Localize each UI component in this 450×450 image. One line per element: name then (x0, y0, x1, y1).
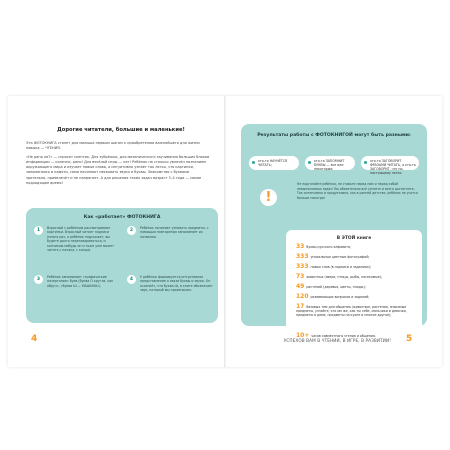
results-box (241, 124, 427, 339)
stat-number: 17 (296, 303, 305, 310)
result-pill-text: кто-то НАЧНЁТСЯ ЧИТАТЬ; (258, 159, 288, 167)
stat-item (296, 295, 418, 299)
stat-number: 333 (296, 263, 309, 270)
exclamation-icon: ! (265, 190, 272, 205)
page-number: 4 (31, 334, 38, 344)
greeting-heading: Дорогие читатели, большие и маленькие! (57, 127, 185, 133)
result-pill (305, 156, 355, 170)
advice-text: Не подгоняйте ребёнка, не ставьте перед ним и перед собой невыполнимых задач! Вы обязательно всё успеете и всего достигнете. Так интенсивно и продуктивно, как в ранней детстве, ребёнок не учится больше никогда! (297, 182, 418, 200)
right-page (225, 96, 442, 367)
result-pill (361, 156, 419, 175)
intro-text (26, 141, 210, 190)
how-it-works-title: Как «работает» ФОТОКНИГА (83, 215, 161, 220)
stat-number: 73 (296, 273, 305, 280)
dot-icon (308, 161, 311, 164)
how-it-works-box (26, 208, 218, 323)
stat-text: уникальные цветные фотографий; (310, 255, 370, 259)
in-book-box (286, 230, 422, 349)
step-number: 2 (127, 226, 136, 235)
stat-text: базовых тем для общения (животные, растения, знакомые предметы, узнайте, кто им же, как ты себе, мальчики и девочки, предметы в доме, предметы на кухне и многое другое); (296, 305, 407, 318)
stat-text: буквы русского алфавита; (306, 245, 351, 249)
stat-number: 49 (296, 283, 305, 290)
stat-item (296, 275, 418, 279)
dot-icon (364, 161, 367, 164)
stat-text: животных (звери, птицы, рыбы, насекомые); (306, 275, 382, 279)
stat-number: 333 (296, 253, 309, 260)
stat-item (296, 285, 418, 289)
stat-item (296, 305, 418, 318)
dot-icon (252, 161, 255, 164)
stat-number: 33 (296, 243, 305, 250)
closing-line: УСПЕХОВ ВАМ В ЧТЕНИИ, В ИГРЕ, В РАЗВИТИИ! (283, 338, 391, 343)
step-item (127, 275, 214, 293)
stat-item (296, 245, 418, 249)
result-pill-text: кто-то ЗАГОВОРИТ ФРАЗАМИ ЧИТАТЬ, а кто-то ЗАГОВОРИТ, что по-настоящему легко. (370, 159, 416, 175)
stat-text: новых слов (в подписи и заданиях); (310, 265, 372, 269)
stat-item (296, 265, 418, 269)
in-book-title: В ЭТОЙ книге (336, 236, 372, 241)
step-item (127, 226, 214, 239)
warning-badge (260, 189, 277, 206)
results-title: Результаты работы с ФОТОКНИГОЙ могут быть разными: (257, 133, 411, 138)
book-spread (8, 96, 442, 367)
stat-number: 120 (296, 293, 309, 300)
step-number: 4 (127, 275, 136, 284)
step-text: Ребёнок запоминает «графические начертания» букв (буква О кругла, как обруч», «буква Ш — МАШИНА»). (47, 275, 114, 288)
stat-text: часов совместного чтения и общения. (311, 334, 376, 338)
step-text: У ребёнка формируется интуитивное представление о связи буквы и звука. Он осознаёт, что буква Ш, в книге обозначает звук, который мы произносим. (140, 275, 213, 293)
intro-paragraph: «Не рано ли?» — спросит скептик. Для зубрёжки, для механического заучивания больших блоков информации — конечно, рано! Для весёлой игры — нет! Ребёнок на столько увлечён познанием окружающего мира и изучает новые слова, а интуитивно узнаёт так легко, что картинки, запоминаясь в памяти, сами начинают связывать звуки и буквы. Знакомство с буквами зрительно, приявлечёт и не напрягает. А для решения таких задач возраст 3–4 года — самое подходящее время! (26, 155, 210, 185)
step-text: Ребёнок начинает узнавать предметы, с помощью повторения запоминает их названия. (140, 226, 209, 239)
result-pill-text: кто-то ЗАПОМНИТ БУКВЫ — все или некоторые; (314, 159, 345, 171)
step-text: Взрослый с ребёнком рассматривают картинки. Взрослый читает подписи (много раз, а ребёнок подскажет, вы будете долго переговариваться, и кончиком-нибудь он и тоже уже может читать с начала, с конца). (47, 226, 115, 253)
stat-text: растений (деревья, цветы, плоды); (306, 285, 366, 289)
intro-paragraph: Эта ФОТОКНИГА станет для малыша первым шагом к приобретению важнейшего для жизни навыка — ЧТЕНИЯ. (26, 141, 200, 151)
page-number: 5 (406, 334, 413, 344)
step-number: 3 (34, 275, 43, 284)
step-item (34, 226, 121, 252)
stat-item (296, 255, 418, 259)
stat-number: 10+ (296, 332, 310, 339)
step-number: 1 (34, 226, 43, 235)
left-page (8, 96, 225, 367)
result-pill (249, 156, 299, 170)
stat-text: развивающих вопросов и заданий; (310, 295, 370, 299)
step-item (34, 275, 121, 288)
